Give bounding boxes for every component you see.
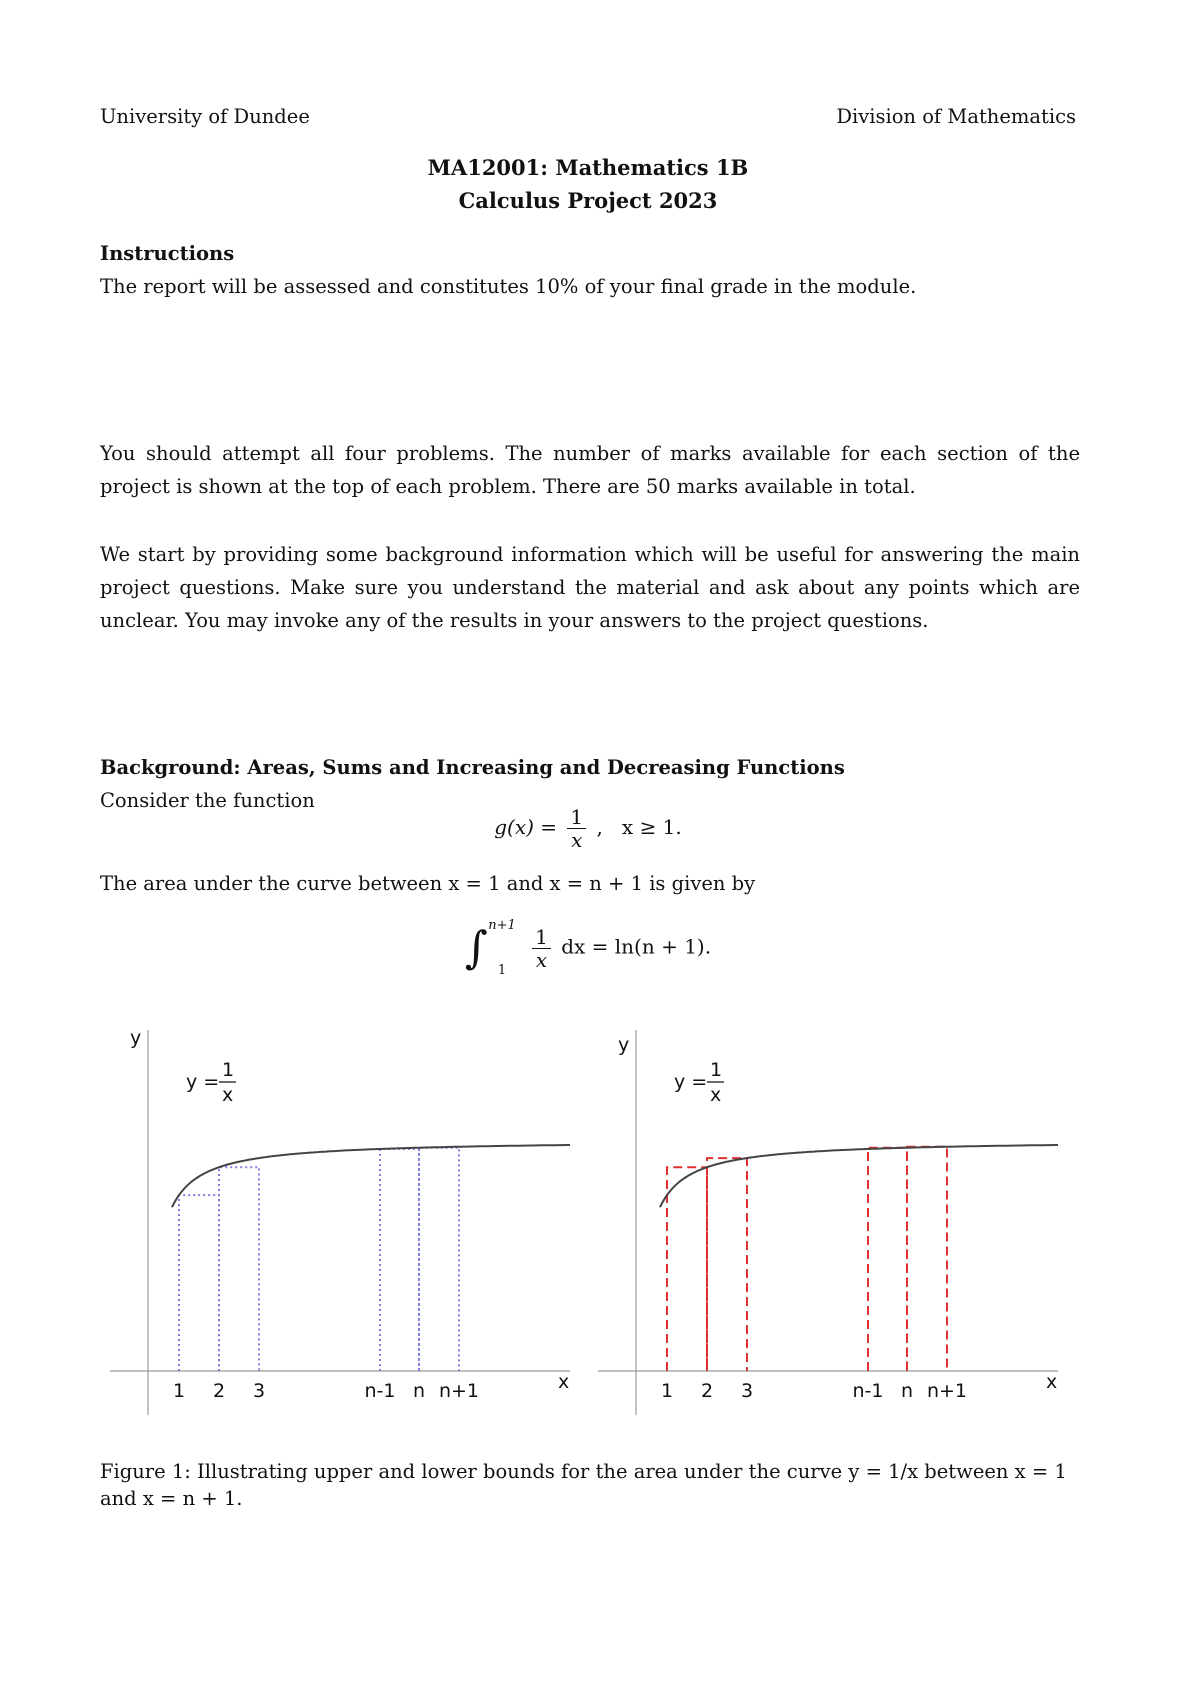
tick-label: n+1 <box>438 1380 480 1402</box>
tick-label: 2 <box>700 1380 714 1402</box>
curve-label-den: x <box>710 1084 722 1106</box>
tick-label: n-1 <box>364 1380 396 1402</box>
header-division: Division of Mathematics <box>836 105 1076 128</box>
upper-rectangle <box>419 1148 459 1371</box>
tick-label: n+1 <box>926 1380 968 1402</box>
tick-label: n <box>412 1380 426 1402</box>
curve-label <box>186 1059 236 1106</box>
tick-label: 2 <box>212 1380 226 1402</box>
paragraph-problems: You should attempt all four problems. The number of marks available for each section of the project is shown at the top of each problem. There are 50 marks available in total. <box>100 442 1080 498</box>
integral-sign: ∫ <box>464 922 488 974</box>
integral-lower: 1 <box>497 963 507 978</box>
eq1-fraction <box>567 806 586 851</box>
upper-rectangles <box>179 1148 459 1371</box>
y-axis-label: y <box>130 1027 142 1049</box>
integral-denominator: x <box>535 947 548 972</box>
lower-rectangle <box>667 1167 707 1371</box>
x-axis-label: x <box>1046 1371 1058 1393</box>
integral-rhs: dx = ln(n + 1). <box>561 934 712 959</box>
eq1-lhs: g(x) = <box>494 815 558 839</box>
eq1-rhs: , x ≥ 1. <box>596 815 682 839</box>
doc-title-module: MA12001: Mathematics 1B <box>427 155 749 180</box>
tick-label: 1 <box>172 1380 186 1402</box>
figure-caption-line1: Figure 1: Illustrating upper and lower bounds for the area under the curve y = 1/x between x = 1 <box>100 1460 1067 1483</box>
lower-rectangles <box>667 1147 947 1371</box>
curve-label-lhs: y = <box>674 1071 708 1093</box>
lower-rectangle <box>868 1148 907 1371</box>
equation-g <box>0 806 1176 851</box>
eq1-denominator: x <box>571 828 583 852</box>
tick-labels <box>661 1380 967 1402</box>
integral-fraction <box>532 926 551 971</box>
integral-limits <box>488 918 516 978</box>
instructions-heading: Instructions <box>100 242 235 265</box>
x-axis-label: x <box>558 1371 570 1393</box>
figure-upper-bound <box>100 1020 600 1420</box>
curve-label-lhs: y = <box>186 1071 220 1093</box>
doc-title-project: Calculus Project 2023 <box>458 188 718 213</box>
curve-label <box>674 1059 724 1106</box>
lower-rectangle <box>707 1158 747 1371</box>
integral-upper: n+1 <box>488 918 516 933</box>
background-heading: Background: Areas, Sums and Increasing and Decreasing Functions <box>100 756 845 779</box>
header-university: University of Dundee <box>100 105 310 128</box>
tick-labels <box>173 1380 479 1402</box>
figure-lower-bound <box>588 1020 1088 1420</box>
upper-rectangle <box>380 1149 419 1371</box>
tick-label: n-1 <box>852 1380 884 1402</box>
equation-integral <box>0 918 1176 978</box>
tick-label: 3 <box>740 1380 754 1402</box>
curve-label-num: 1 <box>710 1059 723 1081</box>
upper-rectangle <box>179 1195 219 1371</box>
consider-text: Consider the function <box>100 789 315 812</box>
tick-label: n <box>900 1380 914 1402</box>
figure-caption-line2: and x = n + 1. <box>100 1487 243 1510</box>
integral-numerator: 1 <box>532 926 551 949</box>
instructions-text: The report will be assessed and constitutes 10% of your final grade in the module. <box>100 275 917 298</box>
area-text: The area under the curve between x = 1 and x = n + 1 is given by <box>100 872 756 895</box>
paragraph-background-info: We start by providing some background information which will be useful for answering the main project questions. Make sure you understand the material and ask about any points which are unclear. You may invoke any of the results in your answers to the project questions. <box>100 543 1080 632</box>
curve-label-num: 1 <box>222 1059 235 1081</box>
eq1-numerator: 1 <box>567 806 586 829</box>
curve-one-over-x <box>172 1145 570 1207</box>
curve-label-den: x <box>222 1084 234 1106</box>
tick-label: 3 <box>252 1380 266 1402</box>
upper-rectangle <box>219 1167 259 1371</box>
lower-rectangle <box>907 1147 947 1371</box>
tick-label: 1 <box>660 1380 674 1402</box>
curve-one-over-x <box>660 1145 1058 1207</box>
y-axis-label: y <box>618 1034 630 1056</box>
